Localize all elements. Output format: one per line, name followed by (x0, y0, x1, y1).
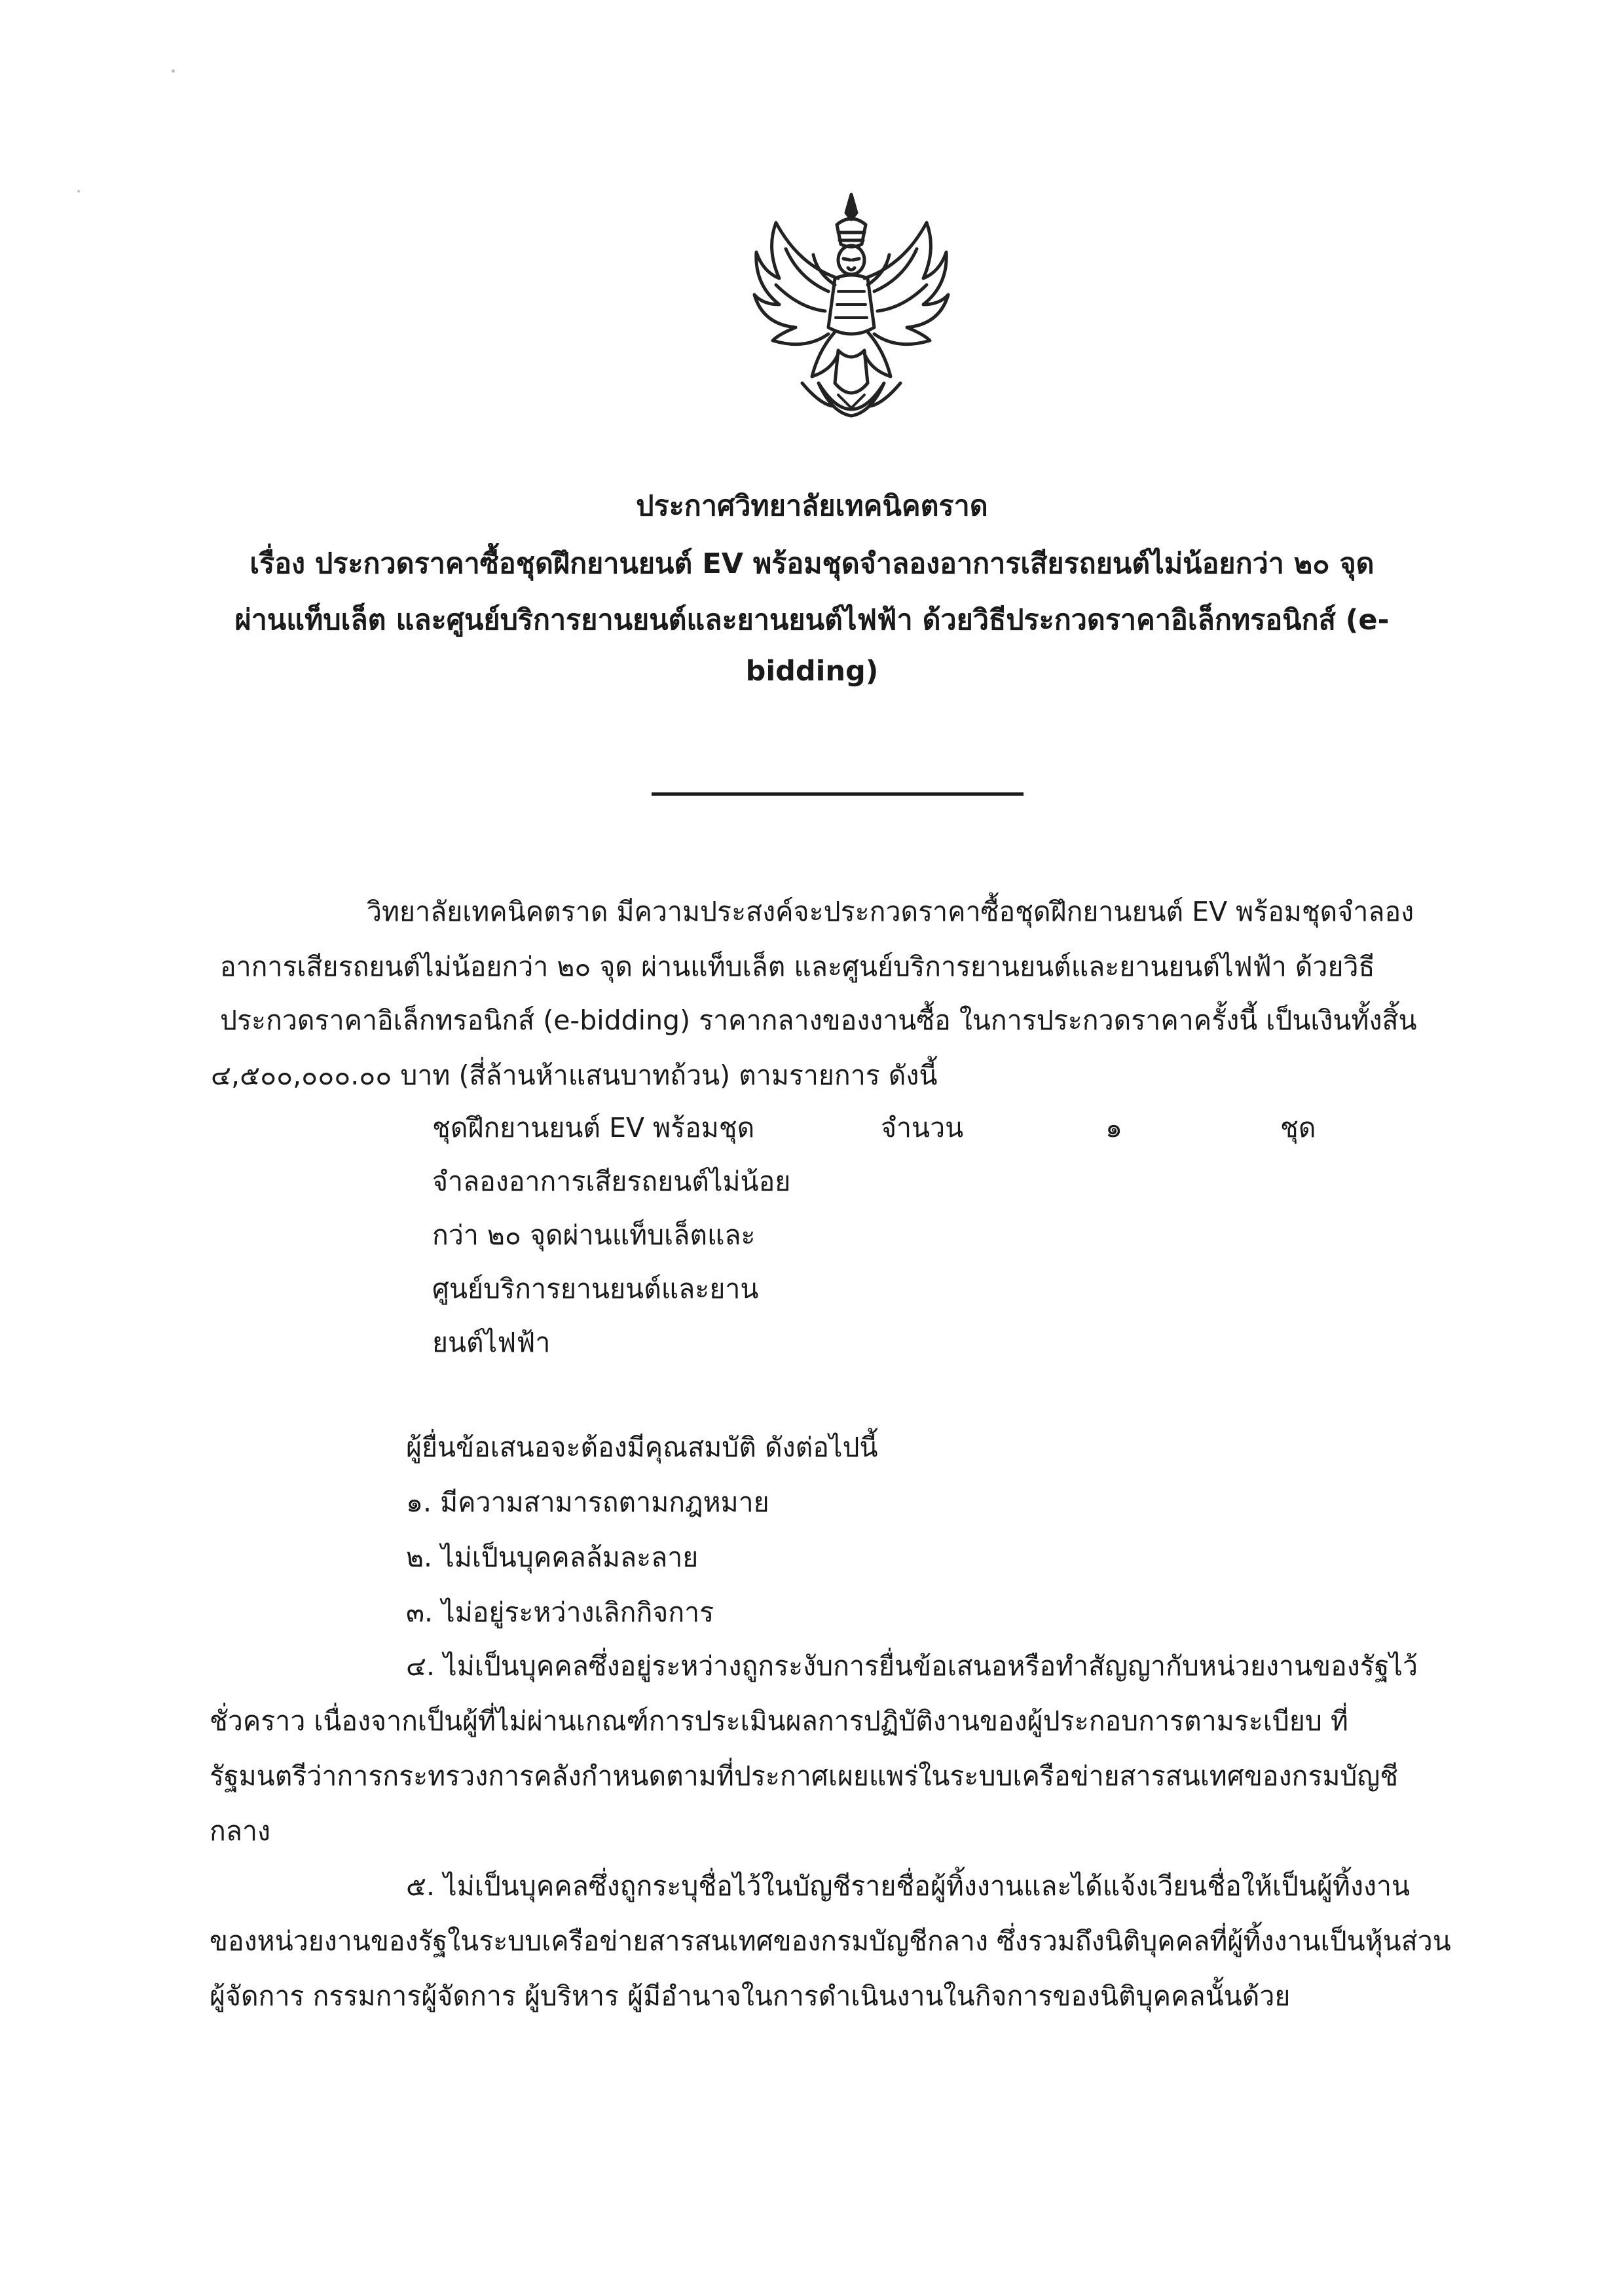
subject-line: เรื่อง ประกวดราคาซื้อชุดฝึกยานยนต์ EV พร้อมชุดจำลองอาการเสียรถยนต์ไม่น้อยกว่า ๒๐ จุด (249, 547, 1375, 580)
qualification-item-continued: ของหน่วยงานของรัฐในระบบเครือข่ายสารสนเทศของกรมบัญชีกลาง ซึ่งรวมถึงนิติบุคคลที่ผู้ทิ้งงานเป็นหุ้นส่วน (210, 1925, 1451, 1957)
item-name-line: ยนต์ไฟฟ้า (432, 1327, 551, 1358)
item-quantity-label: จำนวน (881, 1112, 964, 1143)
scan-speck (77, 190, 80, 193)
qualification-item-continued: รัฐมนตรีว่าการกระทรวงการคลังกำหนดตามที่ประกาศเผยแพร่ในระบบเครือข่ายสารสนเทศของกรมบัญชี (210, 1760, 1399, 1792)
item-name-line: กว่า ๒๐ จุดผ่านแท็บเล็ตและ (432, 1219, 756, 1251)
garuda-emblem-icon (740, 187, 963, 435)
subject-line: ผ่านแท็บเล็ต และศูนย์บริการยานยนต์และยานยนต์ไฟฟ้า ด้วยวิธีประกวดราคาอิเล็กทรอนิกส์ (e- (234, 604, 1390, 637)
title-divider (652, 792, 1024, 796)
qualification-item: ๕. ไม่เป็นบุคคลซึ่งถูกระบุชื่อไว้ในบัญชีรายชื่อผู้ทิ้งงานและได้แจ้งเวียนชื่อให้เป็นผู้ทิ้งงาน (406, 1870, 1411, 1902)
announcement-heading: ประกาศวิทยาลัยเทคนิคตราด (636, 490, 988, 523)
intro-line: วิทยาลัยเทคนิคตราด มีความประสงค์จะประกวดราคาซื้อชุดฝึกยานยนต์ EV พร้อมชุดจำลอง (367, 896, 1414, 927)
intro-line: ๔,๕๐๐,๐๐๐.๐๐ บาท (สี่ล้านห้าแสนบาทถ้วน) ตามรายการ ดังนี้ (211, 1060, 938, 1091)
qualification-item-continued: ผู้จัดการ กรรมการผู้จัดการ ผู้บริหาร ผู้มีอำนาจในการดำเนินงานในกิจการของนิติบุคคลนั้นด้วย (210, 1980, 1291, 2012)
intro-line: อาการเสียรถยนต์ไม่น้อยกว่า ๒๐ จุด ผ่านแท็บเล็ต และศูนย์บริการยานยนต์และยานยนต์ไฟฟ้า ด้วยวิธี (220, 951, 1375, 982)
item-name-line: ศูนย์บริการยานยนต์และยาน (432, 1273, 759, 1305)
item-name-line: ชุดฝึกยานยนต์ EV พร้อมชุด (432, 1112, 755, 1143)
qualification-item: ๑. มีความสามารถตามกฎหมาย (406, 1487, 769, 1518)
subject-line: bidding) (745, 655, 879, 688)
qualification-item-continued: ชั่วคราว เนื่องจากเป็นผู้ที่ไม่ผ่านเกณฑ์การประเมินผลการปฏิบัติงานของผู้ประกอบการตามระเบียบ ที่ (210, 1705, 1348, 1737)
item-unit: ชุด (1280, 1112, 1316, 1143)
qualification-item-continued: กลาง (210, 1815, 270, 1847)
item-name-line: จำลองอาการเสียรถยนต์ไม่น้อย (432, 1166, 791, 1197)
scan-speck (172, 69, 175, 73)
item-quantity: ๑ (1105, 1112, 1123, 1143)
qualification-item: ๓. ไม่อยู่ระหว่างเลิกกิจการ (406, 1597, 714, 1628)
intro-line: ประกวดราคาอิเล็กทรอนิกส์ (e-bidding) ราคากลางของงานซื้อ ในการประกวดราคาครั้งนี้ เป็นเงินทั้งสิ้น (220, 1005, 1417, 1036)
qualifications-heading: ผู้ยื่นข้อเสนอจะต้องมีคุณสมบัติ ดังต่อไปนี้ (406, 1432, 878, 1463)
qualification-item: ๒. ไม่เป็นบุคคลล้มละลาย (406, 1542, 699, 1573)
qualification-item: ๔. ไม่เป็นบุคคลซึ่งอยู่ระหว่างถูกระงับการยื่นข้อเสนอหรือทำสัญญากับหน่วยงานของรัฐไว้ (406, 1650, 1418, 1682)
